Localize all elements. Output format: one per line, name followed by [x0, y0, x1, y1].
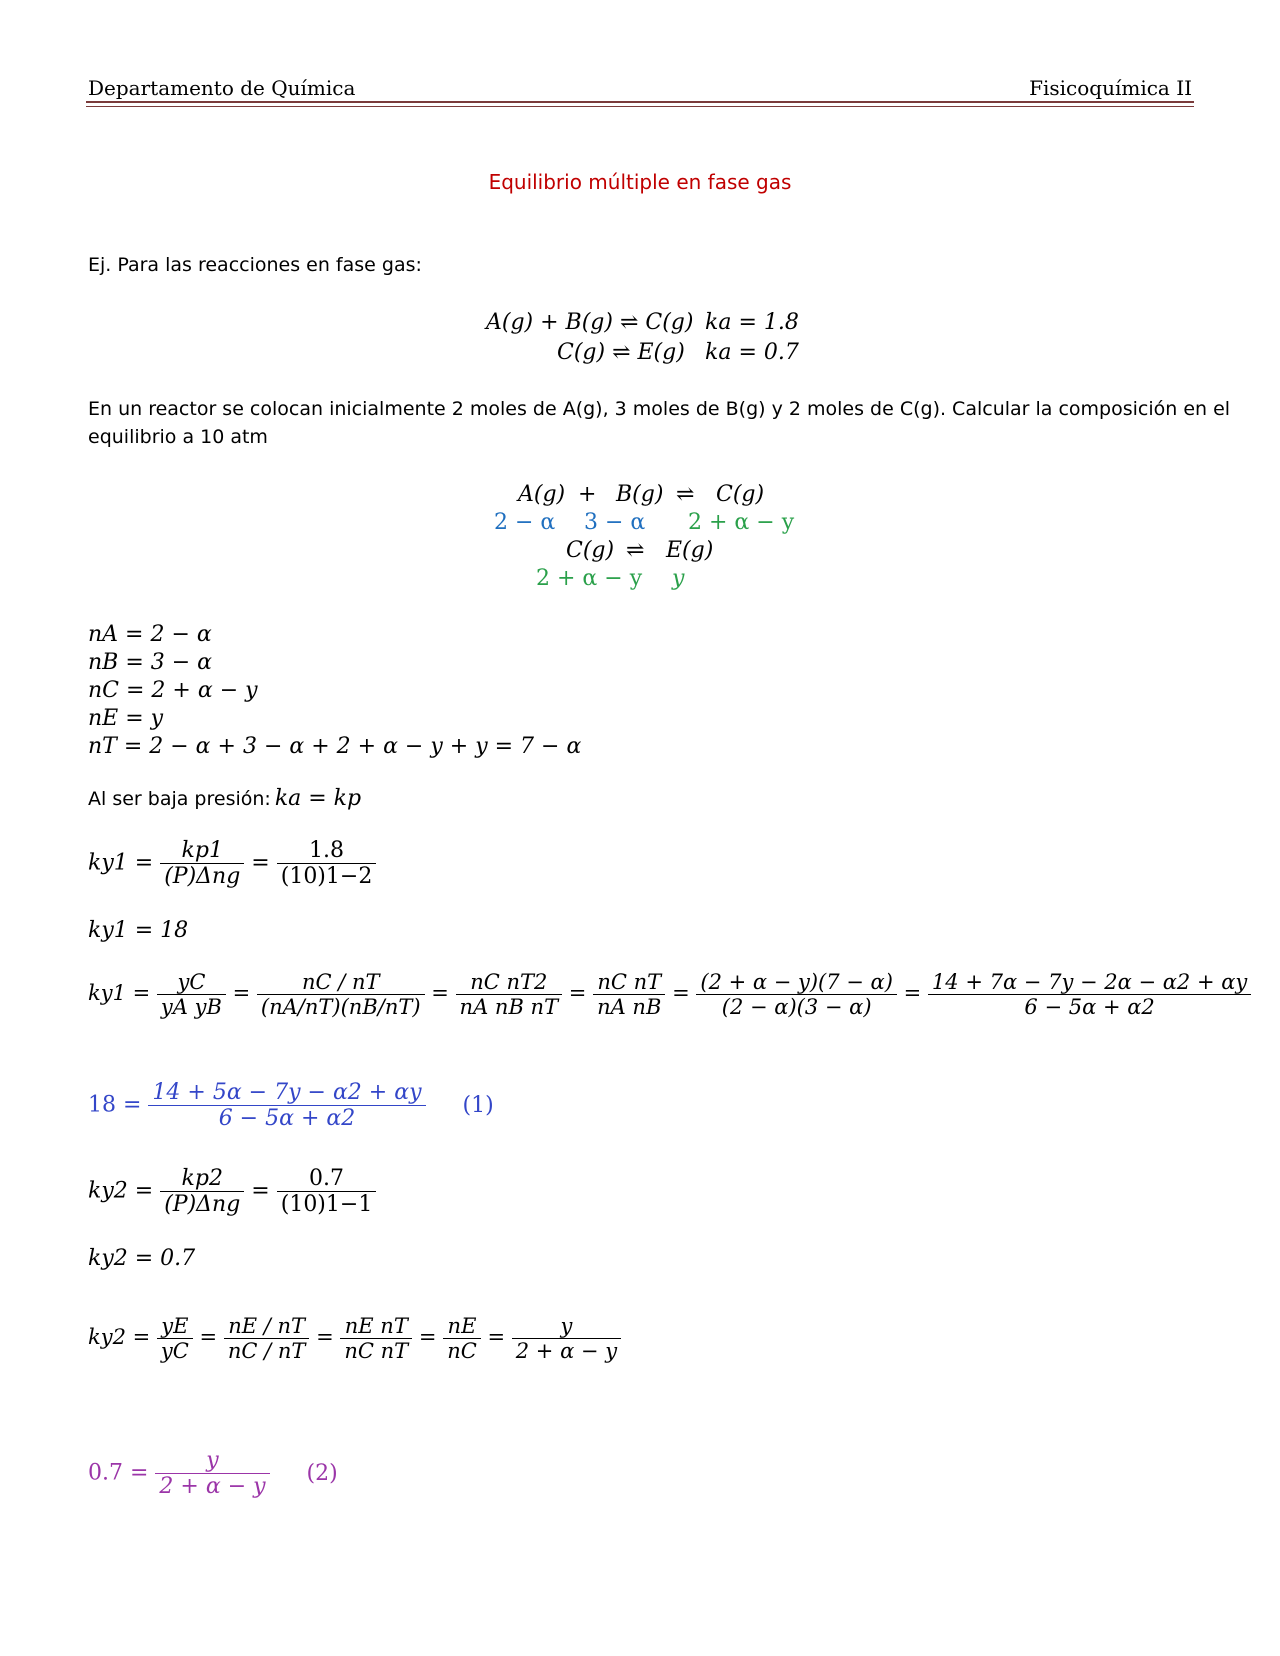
- table-r1-species-b: B(g): [616, 482, 664, 507]
- ky2-exp-frac-2: [224, 1314, 310, 1363]
- eq2-den: 2 + α − y: [155, 1473, 269, 1499]
- ky2-exp-frac-1: [157, 1314, 193, 1363]
- table-r2-species-c: C(g): [566, 538, 615, 563]
- ky1-exp-frac-5: [696, 970, 897, 1019]
- ky2-exp-frac-4-den: nC: [443, 1338, 481, 1363]
- problem-line-1: En un reactor se colocan inicialmente 2 moles de A(g), 3 moles de B(g) y 2 moles de C(g). Calcular la composición en el: [88, 398, 1231, 420]
- ky2-def-frac-1-den: (P)Δng: [160, 1191, 244, 1217]
- reaction-1-constant: ka = 1.8: [705, 310, 799, 335]
- low-pressure-line: [88, 786, 361, 811]
- reaction-2-equation: C(g) ⇌ E(g): [557, 340, 685, 365]
- header-department: Departamento de Química: [88, 76, 356, 100]
- ky2-value: ky2 = 0.7: [88, 1246, 196, 1271]
- header-rule-thin: [86, 106, 1194, 107]
- ky1-exp-frac-2-num: nC / nT: [301, 970, 380, 994]
- ky2-exp-frac-5-den: 2 + α − y: [512, 1338, 621, 1363]
- ky2-expansion: ky2 = $\frac{yE}{yC}$ = $\frac{nE / nT}{nC / nT}$ = $\frac{\text{nE nT}}{\text{nC nT}}$ = $\frac{nE}{nC}$ = $\frac{y}{2 + \alpha - y}$: [88, 1314, 621, 1363]
- moles-c: nC = 2 + α − y: [88, 678, 258, 703]
- ky1-def-frac-1: [160, 838, 244, 889]
- low-pressure-text: Al ser baja presión:: [88, 788, 271, 810]
- eq1-den: 6 − 5α + α2: [148, 1105, 425, 1131]
- equation-1: [88, 1080, 494, 1131]
- eq1-frac: [148, 1080, 425, 1131]
- eq2-num: y: [206, 1448, 219, 1473]
- ky2-exp-frac-5-num: y: [560, 1314, 573, 1338]
- table-r1-value-b: 3 − α: [584, 510, 646, 535]
- ky2-def-frac-1-num: kp2: [181, 1166, 223, 1191]
- eq1-lhs: 18 =: [88, 1092, 142, 1118]
- ky2-exp-frac-1-den: yC: [157, 1338, 193, 1363]
- table-r1-species-c: C(g): [716, 482, 765, 507]
- table-r1-plus: +: [578, 482, 597, 507]
- ky2-def-frac-2: [277, 1166, 377, 1217]
- ky2-def-lhs: ky2 =: [88, 1178, 154, 1204]
- ky1-def-frac-2-num: 1.8: [309, 838, 345, 863]
- ky1-exp-frac-1-den: yA yB: [157, 994, 226, 1019]
- ky1-value: ky1 = 18: [88, 918, 189, 943]
- ky1-def-frac-2: [277, 838, 377, 889]
- ky2-exp-frac-4-num: nE: [447, 1314, 477, 1338]
- table-r2-value-c: 2 + α − y: [536, 566, 643, 591]
- table-r1-arrow: ⇌: [676, 482, 695, 507]
- ky2-exp-frac-2-den: nC / nT: [224, 1338, 310, 1363]
- ky1-exp-lhs: ky1 =: [88, 981, 151, 1005]
- table-r2-value-e: y: [672, 566, 685, 591]
- eq2-tag: (2): [306, 1460, 338, 1486]
- moles-e: nE = y: [88, 706, 164, 731]
- ky1-def-frac-1-num: kp1: [181, 838, 223, 863]
- ky2-exp-frac-2-num: nE / nT: [228, 1314, 306, 1338]
- ky1-exp-frac-6-den: 6 − 5α + α2: [928, 994, 1251, 1019]
- ky1-exp-frac-4-den: nA nB: [593, 994, 665, 1019]
- ky1-exp-frac-4: [593, 970, 665, 1019]
- reaction-2: [557, 340, 685, 365]
- ky1-exp-frac-3: [456, 970, 563, 1019]
- table-r2-species-e: E(g): [666, 538, 714, 563]
- reaction-2-constant: ka = 0.7: [705, 340, 799, 365]
- ky2-definition: ky2 = $\frac{kp2}{\text{(P)Δng}}$ = $\frac{0.7}{(10)1-1}$: [88, 1166, 376, 1217]
- ky2-exp-frac-1-num: yE: [161, 1314, 189, 1338]
- table-r1-value-c: 2 + α − y: [688, 510, 795, 535]
- eq1-num: 14 + 5α − 7y − α2 + αy: [152, 1080, 422, 1105]
- eq2-frac: [155, 1448, 269, 1499]
- ky1-exp-frac-1: [157, 970, 226, 1019]
- table-r2-arrow: ⇌: [626, 538, 645, 563]
- page-header: [88, 72, 1192, 104]
- ky2-exp-frac-5: [512, 1314, 621, 1363]
- ky1-exp-frac-2-den: (nA/nT)(nB/nT): [257, 994, 425, 1019]
- ky2-exp-frac-3-num: nE nT: [344, 1314, 408, 1338]
- table-r1-species-a: A(g): [518, 482, 566, 507]
- header-course: Fisicoquímica II: [1029, 76, 1192, 100]
- ky2-def-frac-1: [160, 1166, 244, 1217]
- ky1-exp-frac-5-den: (2 − α)(3 − α): [696, 994, 897, 1019]
- ky2-exp-frac-3: [340, 1314, 412, 1363]
- eq2-lhs: 0.7 =: [88, 1460, 149, 1486]
- ky1-exp-frac-2: [257, 970, 425, 1019]
- problem-line-2: equilibrio a 10 atm: [88, 426, 268, 448]
- ky1-expansion: ky1 = $\frac{yC}{\text{yA yB}}$ = $\frac{nC / nT}{(nA/nT)(nB/nT)}$ = $\frac{\text{nC nT2}}{\text{nA nB nT}}$ = $\frac{\text{nC nT}}{\text{nA nB}}$ = $\frac{(2 + \alpha - y)(7 - \alpha)}{(2 - \alpha)(3 - \alpha)}$ = $\frac{14 + 7\alpha - 7y - 2\alpha - \alpha 2 + \alpha y}{6 - 5\alpha + \alpha 2}$: [88, 970, 1251, 1019]
- ky1-exp-frac-1-num: yC: [177, 970, 206, 994]
- ky1-def-frac-1-den: (P)Δng: [160, 863, 244, 889]
- ky2-exp-lhs: ky2 =: [88, 1325, 151, 1349]
- ky1-exp-frac-6: [928, 970, 1251, 1019]
- ky1-exp-frac-3-num: nC nT2: [470, 970, 548, 994]
- ky1-def-frac-2-den: (10)1−2: [277, 863, 377, 889]
- ky1-definition: ky1 = $\frac{kp1}{\text{(P)Δng}}$ = $\frac{1.8}{(10)1-2}$: [88, 838, 376, 889]
- page-title: Equilibrio múltiple en fase gas: [488, 170, 792, 194]
- ky1-exp-frac-3-den: nA nB nT: [456, 994, 563, 1019]
- low-pressure-eq: ka = kp: [274, 786, 362, 811]
- header-rule-thick: [86, 101, 1194, 103]
- intro-text: Ej. Para las reacciones en fase gas:: [88, 254, 422, 276]
- ky2-def-frac-2-den: (10)1−1: [277, 1191, 377, 1217]
- equation-2: [88, 1448, 338, 1499]
- ky2-exp-frac-3-den: nC nT: [340, 1338, 412, 1363]
- ky1-exp-frac-6-num: 14 + 7α − 7y − 2α − α2 + αy: [931, 970, 1248, 994]
- moles-a: nA = 2 − α: [88, 622, 212, 647]
- ky1-exp-frac-5-num: (2 + α − y)(7 − α): [700, 970, 893, 994]
- moles-total: nT = 2 − α + 3 − α + 2 + α − y + y = 7 − α: [88, 734, 582, 759]
- reaction-1-equation: A(g) + B(g) ⇌ C(g): [486, 310, 694, 335]
- ky1-exp-frac-4-num: nC nT: [597, 970, 662, 994]
- ky2-exp-frac-4: [443, 1314, 481, 1363]
- moles-b: nB = 3 − α: [88, 650, 213, 675]
- ky2-def-frac-2-num: 0.7: [309, 1166, 345, 1191]
- ky1-def-lhs: ky1 =: [88, 850, 154, 876]
- table-r1-value-a: 2 − α: [494, 510, 556, 535]
- eq1-tag: (1): [462, 1092, 494, 1118]
- reaction-1: [486, 310, 693, 335]
